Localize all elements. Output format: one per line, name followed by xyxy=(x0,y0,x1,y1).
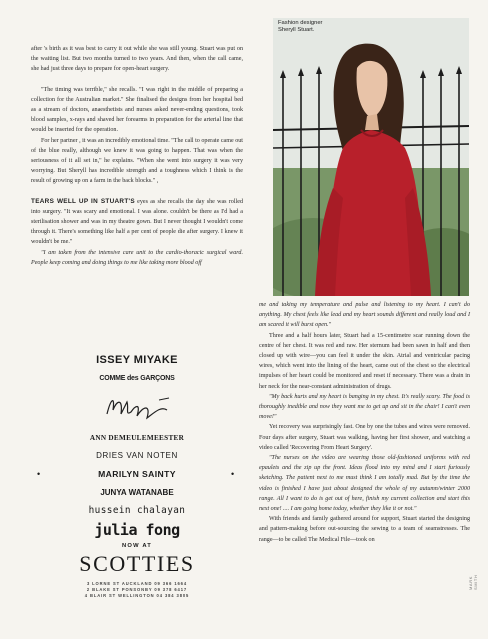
portrait-photo xyxy=(273,18,469,296)
now-at-label: NOW AT xyxy=(121,543,153,549)
brand-comme-des-garcons: COMME des GARÇONS xyxy=(99,375,175,382)
article-paragraph: Three and a half hours later, Stuart had a 15-centimetre scar running down the centre of her chest. It was red and raw. Her sternum had been sawn in half and then closed up with wire—you can feel it under the skin. Atrial and ventricular pacing wires, which went into the lining of the heart, came out of the chest so the electrical impulses of her heart could be monitored and reset if necessary. There was a drain in her neck for the near-constant administration of drugs. xyxy=(259,332,470,390)
article-quote: "I am taken from the intensive care unit to the cardio-thoracic surgical ward. People keep coming and doing things to me like taking more blood off xyxy=(31,249,243,266)
store-address: 3 LORNE ST AUCKLAND 09 366 1664 xyxy=(86,581,188,586)
brand-junya-watanabe: JUNYA WATANABE xyxy=(100,488,174,497)
article-paragraph: Yet recovery was surprisingly fast. One by one the tubes and wires were removed. Four days after surgery, Stuart was walking, having her first shower, and watching a video called 'Recovering From Heart Surgery'. xyxy=(259,424,470,451)
article-paragraph xyxy=(31,197,243,248)
photo-caption xyxy=(278,20,322,34)
article-text: , xyxy=(156,178,159,185)
brand-dries-van-noten: DRIES VAN NOTEN xyxy=(96,451,178,460)
caption-line: Sheryll Stuart. xyxy=(278,27,315,33)
store-address: 4 BLAIR ST WELLINGTON 04 384 3805 xyxy=(84,593,190,598)
photo-credit: MARK SMITH xyxy=(468,574,478,590)
store-address: 2 BLAKE ST PONSONBY 09 378 6417 xyxy=(86,587,188,592)
bullet-dot: • xyxy=(37,469,41,479)
brand-marilyn-sainty: MARILYN SAINTY xyxy=(98,469,176,479)
article-paragraph: With friends and family gathered around for support, Stuart started the designing and pattern-making before out-sourcing the sewing to a team of seamstresses. The range—to be called The Medical File—took on xyxy=(259,516,470,543)
article-paragraph: after 's birth as it was best to carry it out while she was still young. Stuart was put on the waiting list. But two months turned to two years. And then, when the call came, she had just three days to prepare for open-heart surgery. xyxy=(31,46,243,73)
article-quote: "My back hurts and my heart is banging in my chest. It's really scary. The food is thoroughly inedible and now they want me to get up and sit in the chair! I can't even move!" xyxy=(259,393,470,421)
brand-julia-fong: julia fong xyxy=(94,521,180,539)
scotties-advertisement xyxy=(31,342,243,610)
article-text: eyes as she recalls the day she was rolled into surgery. "It was scary and emotional. I was alone. couldn't be there as I'd had a sterilisation shower and was in my theatre gown. But I never thought I wouldn't come through it. There's something like half a per cent of people die after surgery. I knew it wouldn't be me." xyxy=(31,198,243,246)
article-right-column xyxy=(259,300,470,545)
caption-line: Fashion designer xyxy=(278,20,323,26)
article-paragraph xyxy=(31,136,243,187)
brand-issey-miyake: ISSEY MIYAKE xyxy=(96,354,178,366)
bullet-dot: • xyxy=(231,469,235,479)
scotties-logo: SCOTTIES xyxy=(79,551,195,576)
brand-ann-demeulemeester: ANN DEMEULEMEESTER xyxy=(89,434,185,442)
article-quote: me and taking my temperature and pulse and listening to my heart. I can't do anything. My chest feels like lead and my heart sounds different and really loud and I am scared it will burst open." xyxy=(259,302,470,329)
section-subhead: TEARS WELL UP IN STUART'S xyxy=(31,197,135,205)
brand-hussein-chalayan: hussein chalayan xyxy=(88,505,186,516)
article-text: For her partner , it was an incredibly emotional time. "The call to operate came out of the blue really, although we knew it was going to happen. That was when the seriousness of it all set in," he explains. "When she went into surgery it was very worrying. But Sheryll has incredible strength and a toughness which I think is the result of growing up on a farm in the back blocks." xyxy=(31,137,243,185)
article-left-column xyxy=(31,44,243,268)
article-paragraph: "The timing was terrible," she recalls. "I was right in the middle of preparing a collection for the Australian market." She finalised the designs from her hospital bed as a stream of doctors, anaesthetists and nurses asked never-ending questions, took blood samples, x-rays and shaved her forearms in preparation for the arterial line that would be inserted for the operation. xyxy=(31,86,243,134)
yohji-yamamoto-signature-icon xyxy=(101,392,173,424)
article-quote: "The nurses on the video are wearing those old-fashioned uniforms with red epaulets and the zip up the front. Ideas flood into my mind and I start furiously sketching. The patient next to me must think I am totally mad. But by the time the video is finished I have just about designed the whole of my autumn/winter 2000 range. All I want to do is get out of here, finish my current collection and start this next one! .... I am going home today, whether they like it or not." xyxy=(259,455,470,513)
